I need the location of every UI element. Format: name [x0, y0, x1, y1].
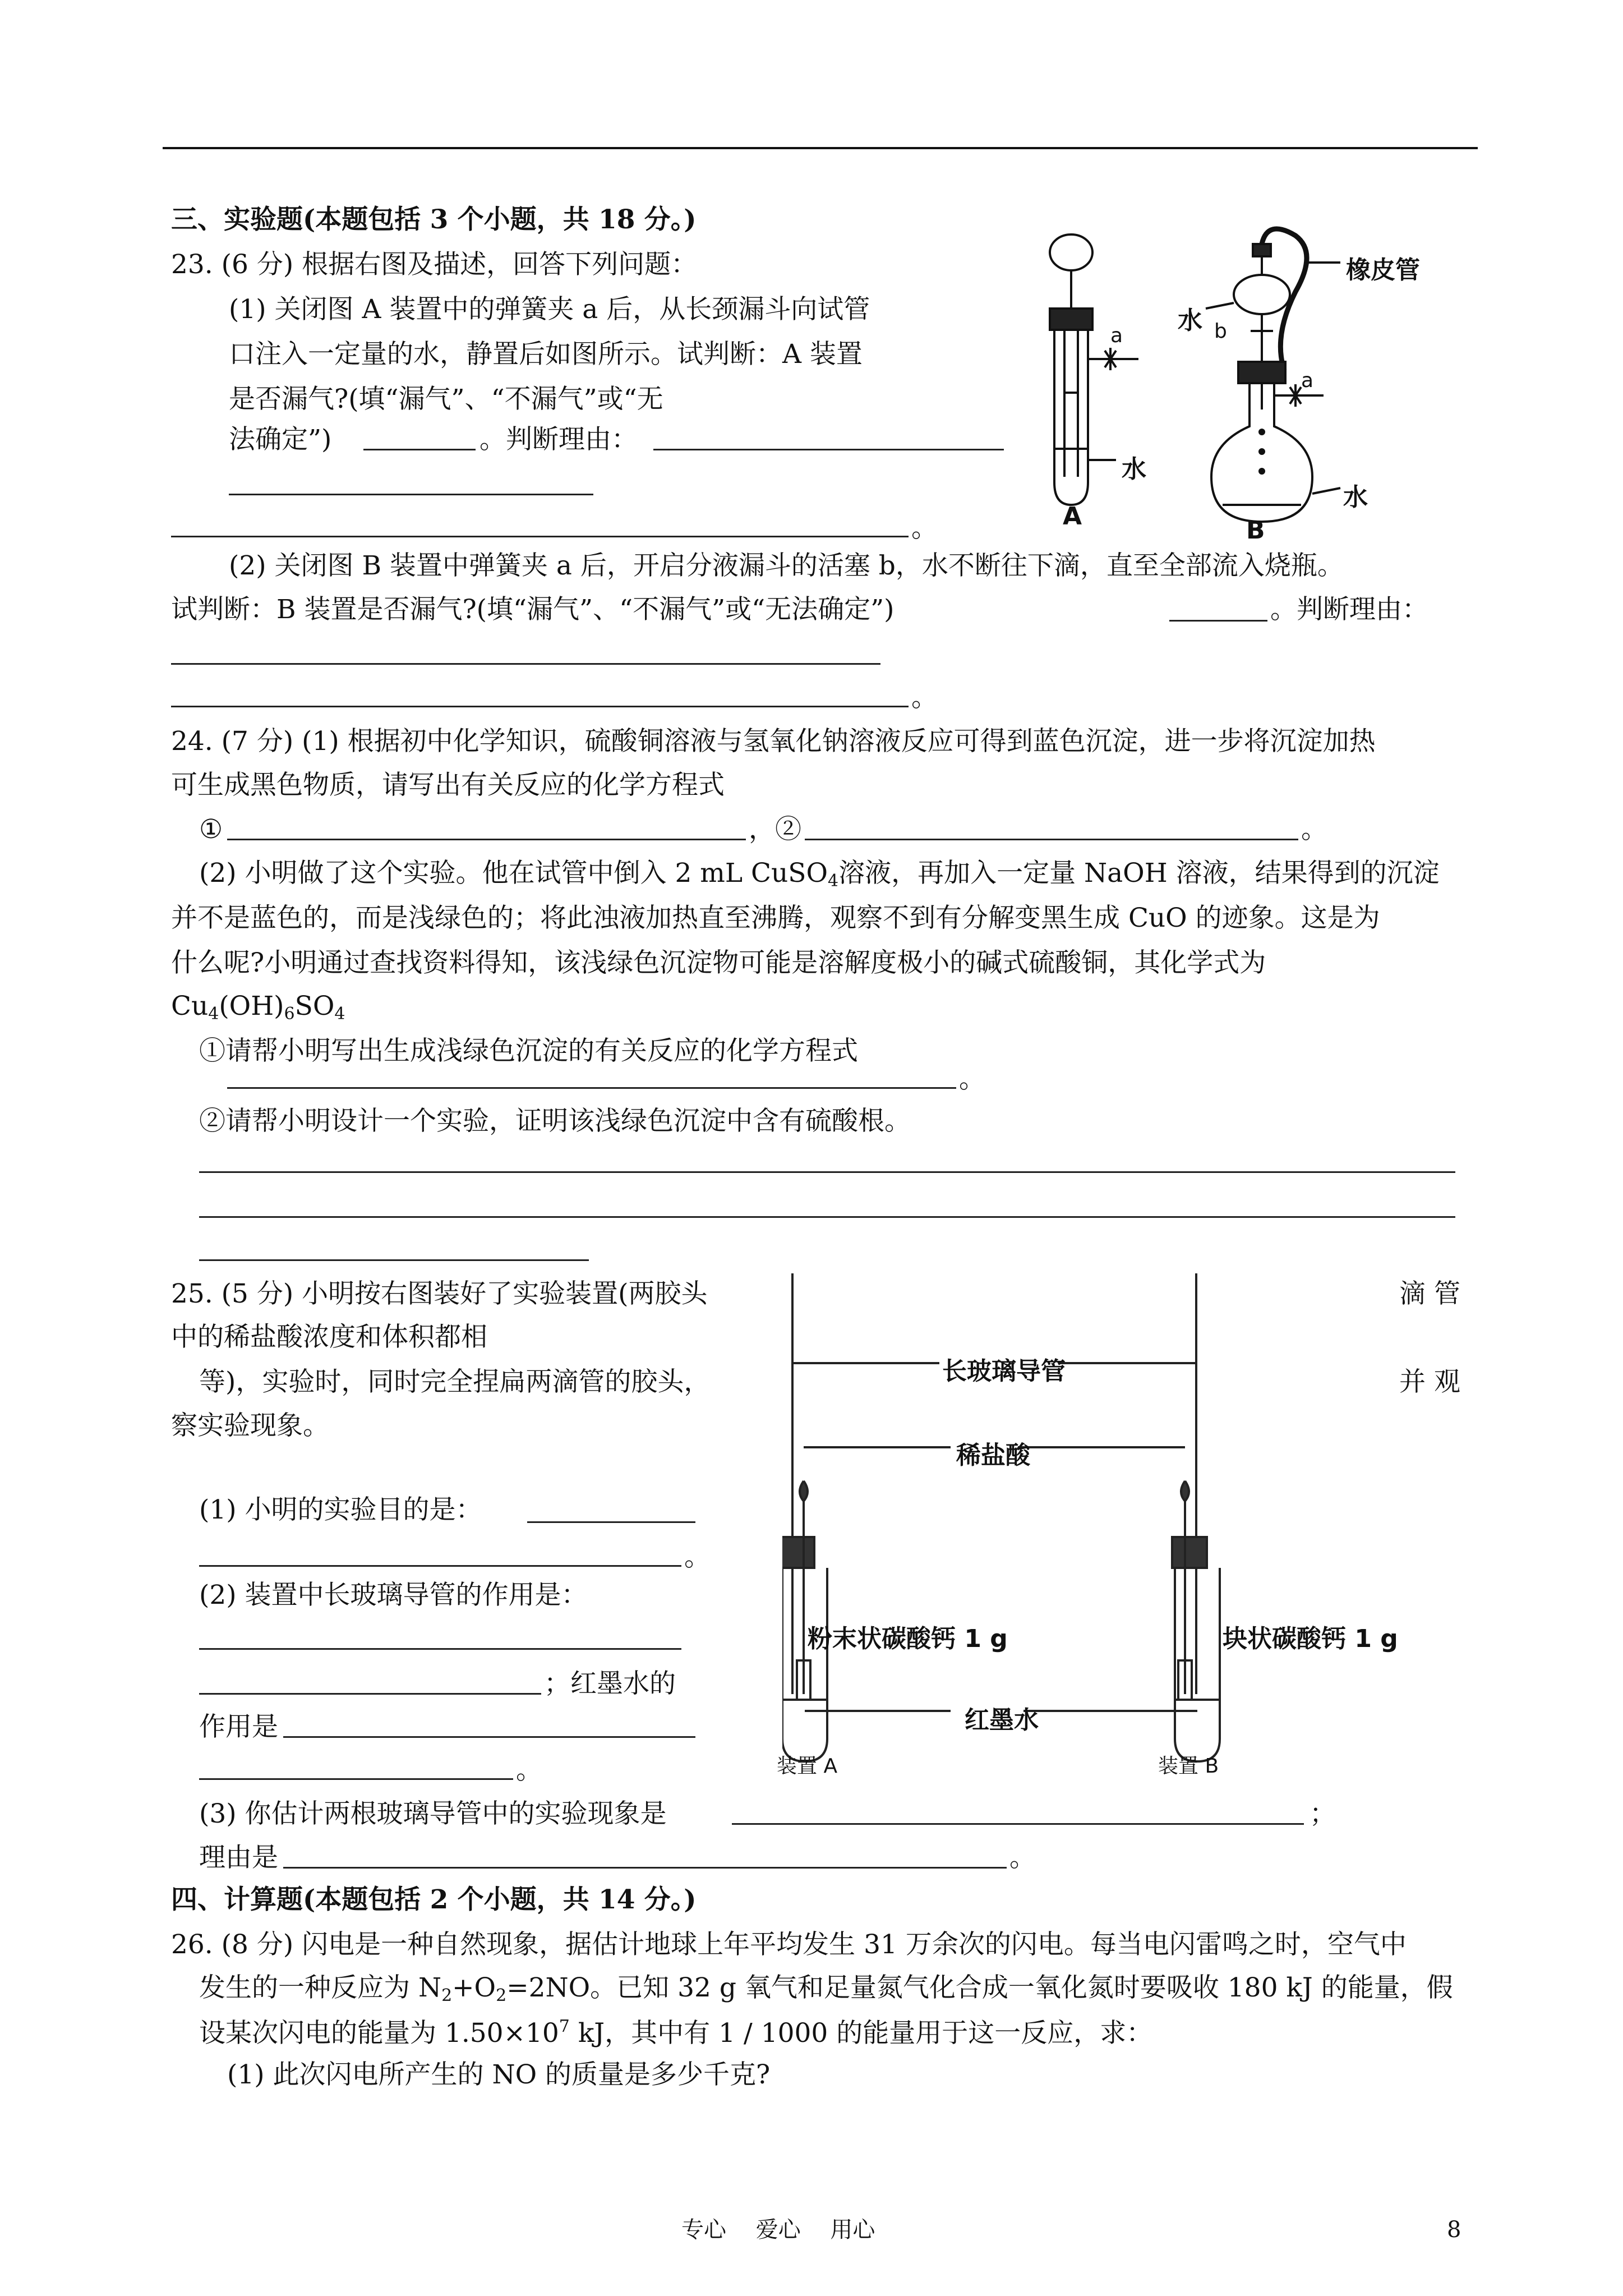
q24-sub1-end: 。	[959, 1064, 985, 1094]
q25-p2-line3: 作用是	[199, 1711, 278, 1742]
q25-stem-line1-right: 滴 管	[1399, 1278, 1460, 1309]
q24-sub2: ②请帮小明设计一个实验，证明该浅绿色沉淀中含有硫酸根。	[199, 1106, 911, 1137]
q23-reason-blank-2a[interactable]	[171, 663, 880, 665]
q24-equation-blank-2[interactable]	[805, 839, 1298, 840]
footer-page-number: 8	[1447, 2217, 1461, 2243]
q23-reason-blank-1b[interactable]	[229, 494, 593, 495]
q23-answer-blank-2[interactable]	[1169, 620, 1267, 622]
q25-p2: (2) 装置中长玻璃导管的作用是：	[199, 1580, 588, 1611]
q25-stem-line1: 25. (5 分) 小明按右图装好了实验装置(两胶头	[171, 1278, 708, 1309]
fig-ink-label: 红墨水	[965, 1706, 1039, 1734]
q23-reason-blank-1c[interactable]	[171, 536, 909, 537]
q24-stem-line1: 24. (7 分) (1) 根据初中化学知识，硫酸铜溶液与氢氧化钠溶液反应可得到蓝色沉淀，进一步将沉淀加热	[171, 726, 1376, 757]
q25-p3-end: ；	[1310, 1798, 1336, 1829]
q26-line3: 设某次闪电的能量为 $1.50\times 10^7$ kJ，其中有 1 / 1000 的能量用于这一反应，求：	[199, 2017, 1153, 2049]
q24-design-blank-1[interactable]	[199, 1171, 1455, 1173]
q25-apparatus-figure	[782, 1268, 1394, 1767]
q24-stem-line2: 可生成黑色物质，请写出有关反应的化学方程式	[171, 770, 725, 800]
fig-a-device-label: A	[1063, 502, 1082, 531]
q23-p1-line2: 口注入一定量的水，静置后如图所示。试判断：A 装置	[229, 339, 863, 370]
fig-long-tube-label: 长玻璃导管	[942, 1357, 1066, 1386]
q25-p1-end: 。	[684, 1542, 711, 1572]
q23-p1-line3: 是否漏气?(填“漏气”、“不漏气”或“无	[229, 384, 663, 415]
fig-a-clip-label: a	[1110, 324, 1123, 347]
q24-design-blank-2[interactable]	[199, 1216, 1455, 1218]
q25-p2-mid: ；红墨水的	[544, 1668, 676, 1699]
q23-p1-line4b: 。判断理由：	[479, 424, 638, 455]
q24-p2-line3: 什么呢?小明通过查找资料得知，该浅绿色沉淀物可能是溶解度极小的碱式硫酸铜，其化学式为	[171, 947, 1266, 978]
fig-b-water-label: 水	[1343, 483, 1368, 512]
fig-powder-label: 粉末状碳酸钙 1 g	[808, 1625, 1008, 1653]
fig-b-clip-label: a	[1301, 369, 1314, 392]
fig-lump-label: 块状碳酸钙 1 g	[1223, 1625, 1398, 1653]
q23-end-mark-2: 。	[911, 682, 938, 713]
q25-phenomenon-blank[interactable]	[732, 1823, 1304, 1825]
q25-reason-blank[interactable]	[283, 1867, 1007, 1869]
fig-a-water-label: 水	[1122, 455, 1146, 484]
q26-line1: 26. (8 分) 闪电是一种自然现象，据估计地球上年平均发生 31 万余次的闪电。每当电闪雷鸣之时，空气中	[171, 1929, 1407, 1960]
q25-tube-role-blank-1[interactable]	[199, 1648, 681, 1650]
q24-equation-blank-3[interactable]	[227, 1087, 956, 1089]
q26-line2: 发生的一种反应为 $N_2+O_2=2NO$。已知 32 g 氧气和足量氮气化合成一氧化氮时要吸收 180 kJ 的能量，假	[199, 1972, 1453, 2005]
section-3-heading: 三、实验题(本题包括 3 个小题，共 18 分。)	[171, 204, 697, 235]
fig-device-a-label: 装置 A	[777, 1755, 838, 1778]
q26-p1: (1) 此次闪电所产生的 NO 的质量是多少千克?	[227, 2059, 771, 2090]
q25-purpose-blank-1[interactable]	[527, 1521, 695, 1523]
q23-p2-line2a: 试判断：B 装置是否漏气?(填“漏气”、“不漏气”或“无法确定”)	[171, 594, 895, 625]
fig-b-funnel-water-label: 水	[1178, 306, 1202, 335]
fig-acid-label: 稀盐酸	[956, 1441, 1030, 1470]
q25-purpose-blank-2[interactable]	[199, 1565, 681, 1567]
q23-reason-blank-1a[interactable]	[653, 449, 1004, 450]
q24-blank1-mark: ①	[199, 814, 223, 845]
q25-stem-line3-right: 并 观	[1399, 1366, 1460, 1397]
q23-end-mark-1: 。	[911, 513, 938, 544]
q23-p2-line2b: 。判断理由：	[1270, 594, 1428, 625]
q25-p1: (1) 小明的实验目的是：	[199, 1494, 482, 1525]
q24-blank2-mark: ，②	[749, 814, 801, 845]
section-4-heading: 四、计算题(本题包括 2 个小题，共 14 分。)	[171, 1884, 697, 1915]
fig-b-rubber-tube-label: 橡皮管	[1346, 256, 1420, 284]
q25-p2-end: 。	[516, 1755, 542, 1786]
fig-b-device-label: B	[1246, 516, 1265, 545]
q25-tube-role-blank-2[interactable]	[199, 1693, 541, 1695]
q24-p2-line1: (2) 小明做了这个实验。他在试管中倒入 2 mL CuSO$_4$溶液，再加入一定量 NaOH 溶液，结果得到的沉淀	[199, 858, 1440, 891]
q23-p1-line1: (1) 关闭图 A 装置中的弹簧夹 a 后，从长颈漏斗向试管	[229, 294, 870, 325]
fig-b-stopcock-label: b	[1214, 320, 1227, 343]
q25-p3-reason-end: 。	[1009, 1842, 1036, 1873]
q24-design-blank-3[interactable]	[199, 1259, 589, 1261]
q25-ink-role-blank-2[interactable]	[199, 1778, 513, 1780]
q25-p3-reason: 理由是	[199, 1842, 278, 1873]
q23-reason-blank-2b[interactable]	[171, 706, 909, 707]
footer-motto: 专心 爱心 用心	[681, 2217, 875, 2243]
q23-stem: 23. (6 分) 根据右图及描述，回答下列问题：	[171, 249, 698, 280]
q25-stem-line2: 中的稀盐酸浓度和体积都相	[171, 1322, 487, 1352]
q23-p2-line1: (2) 关闭图 B 装置中弹簧夹 a 后，开启分液漏斗的活塞 b，水不断往下滴，直至全部流入烧瓶。	[229, 550, 1344, 581]
q25-stem-line3: 等)，实验时，同时完全捏扁两滴管的胶头，	[199, 1366, 711, 1397]
fig-device-b-label: 装置 B	[1158, 1755, 1219, 1778]
q23-p1-line4a: 法确定”)	[229, 424, 332, 455]
q24-equation-blank-1[interactable]	[227, 839, 746, 840]
q23-answer-blank-1[interactable]	[363, 449, 476, 450]
q25-ink-role-blank-1[interactable]	[283, 1736, 695, 1738]
q25-p3: (3) 你估计两根玻璃导管中的实验现象是	[199, 1798, 667, 1829]
q24-end-mark-1: 。	[1301, 814, 1327, 845]
header-rule	[163, 147, 1478, 149]
q24-formula: $Cu_4(OH)_6SO_4$	[171, 991, 345, 1024]
q24-sub1: ①请帮小明写出生成浅绿色沉淀的有关反应的化学方程式	[199, 1036, 858, 1066]
q24-p2-line2: 并不是蓝色的，而是浅绿色的；将此浊液加热直至沸腾，观察不到有分解变黑生成 CuO 的迹象。这是为	[171, 903, 1380, 933]
q25-stem-line4: 察实验现象。	[171, 1410, 329, 1441]
